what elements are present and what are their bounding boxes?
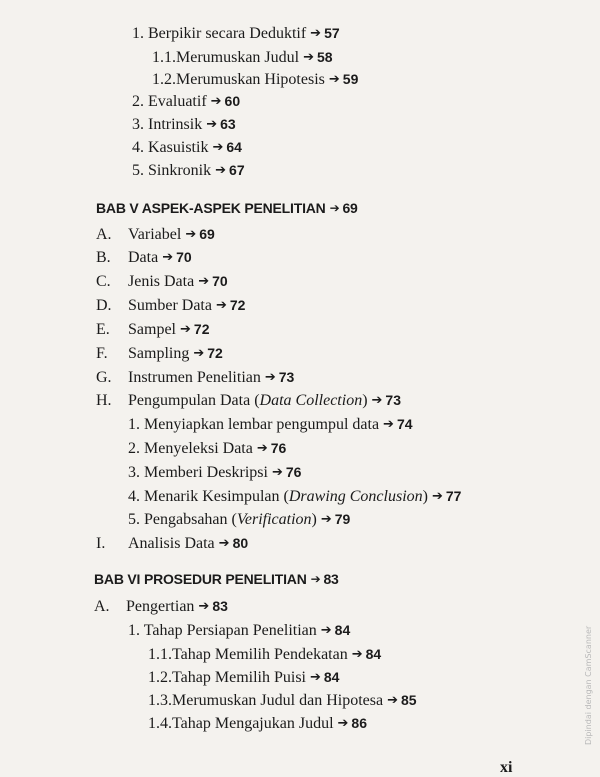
toc-entry: 5. Pengabsahan (Verification) ➔ 79 (128, 511, 351, 528)
toc-entry: 1.3.Merumuskan Judul dan Hipotesa ➔ 85 (148, 692, 417, 709)
toc-entry: 3. Memberi Deskripsi ➔ 76 (128, 464, 302, 481)
arrow-icon: ➔ (351, 647, 363, 662)
toc-entry: E. Sampel ➔ 72 (96, 321, 210, 338)
chapter-heading: BAB V ASPEK-ASPEK PENELITIAN ➔ 69 (96, 200, 358, 216)
toc-entry: 1.2.Merumuskan Hipotesis ➔ 59 (152, 71, 359, 88)
toc-entry: 1.1.Tahap Memilih Pendekatan ➔ 84 (148, 646, 382, 663)
arrow-icon: ➔ (162, 250, 174, 265)
toc-entry: 1. Menyiapkan lembar pengumpul data ➔ 74 (128, 416, 413, 433)
arrow-icon: ➔ (431, 489, 443, 504)
toc-entry: A. Pengertian ➔ 83 (94, 598, 228, 615)
arrow-icon: ➔ (309, 670, 321, 685)
toc-entry: 1.1.Merumuskan Judul ➔ 58 (152, 49, 333, 66)
toc-entry: D. Sumber Data ➔ 72 (96, 297, 246, 314)
arrow-icon: ➔ (198, 599, 210, 614)
toc-entry: 2. Menyeleksi Data ➔ 76 (128, 440, 287, 457)
toc-entry: B. Data ➔ 70 (96, 249, 192, 266)
toc-entry: H. Pengumpulan Data (Data Collection) ➔ 73 (96, 392, 401, 409)
arrow-icon: ➔ (310, 26, 322, 41)
toc-entry: 4. Kasuistik ➔ 64 (132, 139, 242, 156)
arrow-icon: ➔ (180, 322, 191, 337)
arrow-icon: ➔ (271, 465, 283, 480)
arrow-icon: ➔ (185, 227, 197, 242)
arrow-icon: ➔ (383, 417, 394, 432)
arrow-icon: ➔ (320, 623, 332, 638)
arrow-icon: ➔ (337, 716, 349, 731)
page-number: xi (500, 759, 513, 776)
toc-entry: 1. Tahap Persiapan Penelitian ➔ 84 (128, 622, 351, 639)
toc-entry: 1. Berpikir secara Deduktif ➔ 57 (132, 25, 340, 42)
toc-entry: 3. Intrinsik ➔ 63 (132, 116, 236, 133)
arrow-icon: ➔ (198, 274, 210, 289)
chapter-heading: BAB VI PROSEDUR PENELITIAN ➔ 83 (94, 571, 339, 587)
toc-entry: 1.4.Tahap Mengajukan Judul ➔ 86 (148, 715, 367, 732)
arrow-icon: ➔ (210, 94, 222, 109)
arrow-icon: ➔ (320, 512, 332, 527)
toc-entry: I. Analisis Data ➔ 80 (96, 535, 249, 552)
arrow-icon: ➔ (329, 201, 340, 215)
scanner-watermark: Dipindai dengan CamScanner (584, 625, 593, 745)
toc-entry: C. Jenis Data ➔ 70 (96, 273, 228, 290)
arrow-icon: ➔ (303, 50, 315, 65)
toc-entry: 5. Sinkronik ➔ 67 (132, 162, 245, 179)
arrow-icon: ➔ (256, 441, 268, 456)
toc-entry: 2. Evaluatif ➔ 60 (132, 93, 241, 110)
arrow-icon: ➔ (193, 346, 205, 361)
arrow-icon: ➔ (206, 117, 218, 132)
arrow-icon: ➔ (218, 536, 230, 551)
arrow-icon: ➔ (215, 298, 227, 313)
toc-entry: F. Sampling ➔ 72 (96, 345, 223, 362)
toc-entry: A. Variabel ➔ 69 (96, 226, 215, 243)
toc-entry: 4. Menarik Kesimpulan (Drawing Conclusion) ➔ 77 (128, 488, 462, 505)
toc-entry: 1.2.Tahap Memilih Puisi ➔ 84 (148, 669, 340, 686)
arrow-icon: ➔ (387, 693, 398, 708)
toc-entry: G. Instrumen Penelitian ➔ 73 (96, 369, 295, 386)
arrow-icon: ➔ (328, 72, 340, 87)
arrow-icon: ➔ (212, 140, 224, 155)
arrow-icon: ➔ (215, 163, 227, 178)
arrow-icon: ➔ (310, 572, 321, 586)
arrow-icon: ➔ (264, 370, 276, 385)
arrow-icon: ➔ (371, 393, 383, 408)
